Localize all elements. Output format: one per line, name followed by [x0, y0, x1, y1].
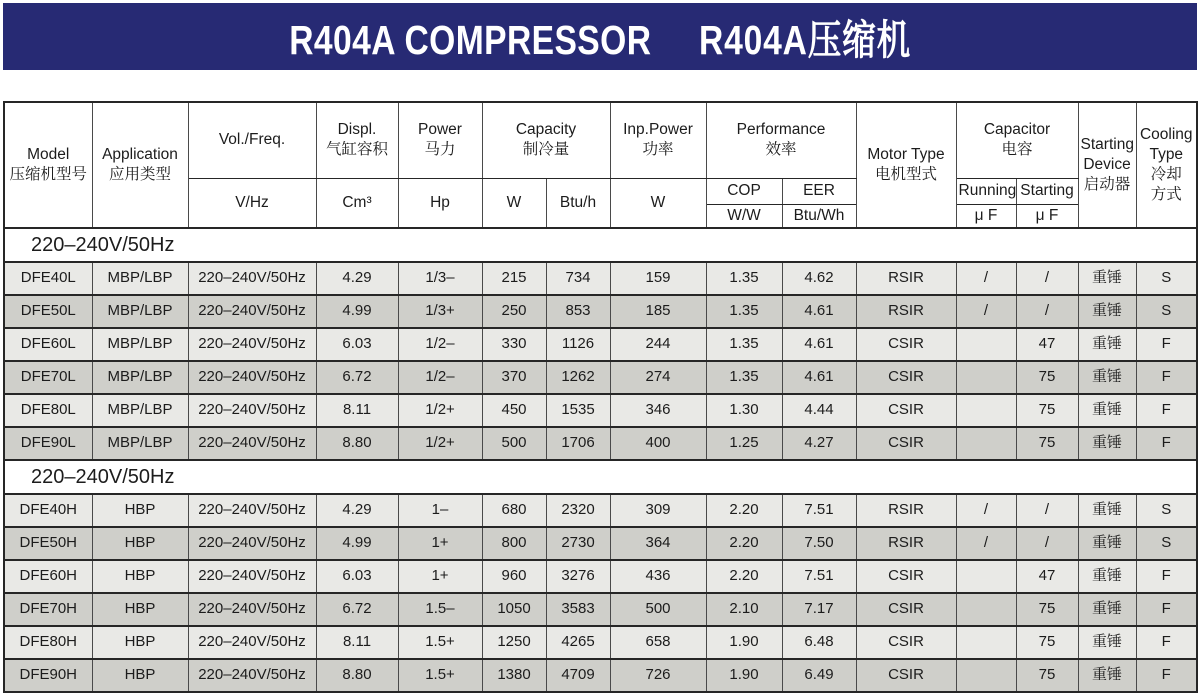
table-cell: 215 — [482, 262, 546, 295]
unit-capacity-btu: Btu/h — [546, 178, 610, 228]
unit-hp: Hp — [398, 178, 482, 228]
model-cell: DFE50L — [4, 295, 92, 328]
label: 电机型式 — [875, 165, 938, 183]
table-cell: 7.51 — [782, 494, 856, 527]
table-cell: 1.90 — [706, 659, 782, 692]
col-header-vol-freq — [188, 102, 316, 178]
table-cell: 4.29 — [316, 262, 398, 295]
table-cell: HBP — [92, 659, 188, 692]
model-cell: DFE60L — [4, 328, 92, 361]
table-cell: 1050 — [482, 593, 546, 626]
table-cell: 1706 — [546, 427, 610, 460]
table-cell: 220–240V/50Hz — [188, 361, 316, 394]
unit-v-hz: V/Hz — [188, 178, 316, 228]
table-cell: 220–240V/50Hz — [188, 328, 316, 361]
table-cell: 220–240V/50Hz — [188, 262, 316, 295]
table-cell: F — [1136, 626, 1197, 659]
table-cell: 274 — [610, 361, 706, 394]
table-row — [4, 394, 1197, 427]
table-cell: 47 — [1016, 328, 1078, 361]
table-cell: / — [956, 494, 1016, 527]
label: 制冷量 — [522, 141, 570, 159]
label: Model — [27, 145, 70, 163]
table-row — [4, 361, 1197, 394]
table-cell: F — [1136, 427, 1197, 460]
table-cell: 4.61 — [782, 295, 856, 328]
table-cell: 4709 — [546, 659, 610, 692]
table-cell: 1262 — [546, 361, 610, 394]
table-cell: MBP/LBP — [92, 328, 188, 361]
table-cell: HBP — [92, 494, 188, 527]
page-title-zh: R404A压缩机 — [698, 17, 911, 63]
table-cell: 重锤 — [1078, 626, 1136, 659]
model-cell: DFE80H — [4, 626, 92, 659]
table-cell: 4.62 — [782, 262, 856, 295]
table-cell: 220–240V/50Hz — [188, 659, 316, 692]
table-cell: 1/2– — [398, 361, 482, 394]
label: Displ. — [337, 121, 377, 139]
table-cell: HBP — [92, 560, 188, 593]
table-cell: 2.10 — [706, 593, 782, 626]
table-body — [4, 228, 1197, 692]
table-cell: 75 — [1016, 361, 1078, 394]
table-cell: 1380 — [482, 659, 546, 692]
table-cell: 853 — [546, 295, 610, 328]
table-cell: 4.61 — [782, 328, 856, 361]
col-header-displacement — [316, 102, 398, 178]
model-cell: DFE90H — [4, 659, 92, 692]
table-cell: S — [1136, 494, 1197, 527]
table-row — [4, 494, 1197, 527]
sub-header-starting: Starting — [1016, 178, 1078, 204]
table-cell: F — [1136, 593, 1197, 626]
page-title — [289, 7, 911, 66]
table-cell: 4.61 — [782, 361, 856, 394]
table-cell: 4.44 — [782, 394, 856, 427]
table-cell: 1.5– — [398, 593, 482, 626]
label: 电容 — [1001, 141, 1033, 159]
table-cell: 2730 — [546, 527, 610, 560]
label: Cooling — [1139, 125, 1193, 143]
table-cell: 75 — [1016, 626, 1078, 659]
table-cell: / — [1016, 494, 1078, 527]
section-row — [4, 460, 1197, 494]
label: Starting — [1080, 135, 1134, 153]
table-cell: / — [956, 527, 1016, 560]
table-row — [4, 626, 1197, 659]
table-row — [4, 262, 1197, 295]
table-cell: 1.35 — [706, 262, 782, 295]
table-cell: 220–240V/50Hz — [188, 494, 316, 527]
table-cell: 220–240V/50Hz — [188, 427, 316, 460]
table-cell: MBP/LBP — [92, 361, 188, 394]
table-cell: CSIR — [856, 394, 956, 427]
table-row — [4, 560, 1197, 593]
label: Performance — [736, 121, 826, 139]
label: 马力 — [424, 141, 456, 159]
table-cell: CSIR — [856, 328, 956, 361]
table-cell: 重锤 — [1078, 427, 1136, 460]
col-header-input-power — [610, 102, 706, 178]
table-cell: F — [1136, 659, 1197, 692]
table-cell: 7.51 — [782, 560, 856, 593]
table-cell: 450 — [482, 394, 546, 427]
model-cell: DFE60H — [4, 560, 92, 593]
table-cell: 6.48 — [782, 626, 856, 659]
compressor-spec-table — [3, 101, 1198, 693]
table-cell: F — [1136, 560, 1197, 593]
table-cell: 1/3+ — [398, 295, 482, 328]
table-row — [4, 295, 1197, 328]
table-row — [4, 659, 1197, 692]
table-cell: 重锤 — [1078, 659, 1136, 692]
table-cell: F — [1136, 328, 1197, 361]
label: Application — [102, 145, 178, 163]
table-cell: CSIR — [856, 427, 956, 460]
table-cell: 220–240V/50Hz — [188, 593, 316, 626]
table-cell: 重锤 — [1078, 361, 1136, 394]
table-cell: 220–240V/50Hz — [188, 527, 316, 560]
table-cell: 220–240V/50Hz — [188, 560, 316, 593]
table-row — [4, 593, 1197, 626]
table-cell: 重锤 — [1078, 527, 1136, 560]
table-cell: 2320 — [546, 494, 610, 527]
table-cell: CSIR — [856, 659, 956, 692]
table-cell: HBP — [92, 527, 188, 560]
table-cell: S — [1136, 262, 1197, 295]
section-row — [4, 228, 1197, 262]
table-cell: 1+ — [398, 527, 482, 560]
table-cell: 75 — [1016, 427, 1078, 460]
col-header-capacitor — [956, 102, 1078, 178]
table-cell: 1.5+ — [398, 659, 482, 692]
table-cell: 重锤 — [1078, 593, 1136, 626]
table-cell: / — [1016, 527, 1078, 560]
table-cell: F — [1136, 361, 1197, 394]
table-cell: 1/2– — [398, 328, 482, 361]
label: 功率 — [642, 141, 674, 159]
label: 启动器 — [1083, 175, 1131, 193]
table-cell: 159 — [610, 262, 706, 295]
label: 方式 — [1150, 185, 1182, 203]
table-cell: 658 — [610, 626, 706, 659]
table-cell — [956, 659, 1016, 692]
table-cell: 220–240V/50Hz — [188, 626, 316, 659]
table-cell: 6.03 — [316, 328, 398, 361]
table-cell: CSIR — [856, 626, 956, 659]
table-cell: F — [1136, 394, 1197, 427]
table-cell: 8.11 — [316, 626, 398, 659]
unit-eer-btuwh: Btu/Wh — [782, 204, 856, 228]
table-cell: 重锤 — [1078, 560, 1136, 593]
col-header-application — [92, 102, 188, 228]
unit-cm3: Cm³ — [316, 178, 398, 228]
table-row — [4, 328, 1197, 361]
label: Device — [1083, 155, 1131, 173]
section-label: 220–240V/50Hz — [4, 460, 1197, 494]
table-cell: CSIR — [856, 593, 956, 626]
table-cell: 重锤 — [1078, 394, 1136, 427]
model-cell: DFE70L — [4, 361, 92, 394]
label: Type — [1149, 145, 1184, 163]
table-cell — [956, 626, 1016, 659]
label: 气缸容积 — [325, 141, 388, 159]
unit-running-uf: μ F — [956, 204, 1016, 228]
table-cell: / — [1016, 262, 1078, 295]
table-cell: 75 — [1016, 659, 1078, 692]
table-cell — [956, 427, 1016, 460]
table-cell: 4.99 — [316, 527, 398, 560]
table-cell: 1– — [398, 494, 482, 527]
table-cell: MBP/LBP — [92, 427, 188, 460]
table-cell: S — [1136, 295, 1197, 328]
label: Motor Type — [867, 145, 945, 163]
table-cell: 重锤 — [1078, 328, 1136, 361]
table-cell: 1/3– — [398, 262, 482, 295]
table-cell: 1+ — [398, 560, 482, 593]
table-cell: 3276 — [546, 560, 610, 593]
label: 效率 — [765, 141, 797, 159]
table-cell: / — [956, 295, 1016, 328]
table-cell: 1126 — [546, 328, 610, 361]
table-cell: 6.49 — [782, 659, 856, 692]
table-cell: 1.90 — [706, 626, 782, 659]
table-cell — [956, 361, 1016, 394]
table-cell: 75 — [1016, 593, 1078, 626]
title-banner — [3, 3, 1197, 70]
table-cell: / — [1016, 295, 1078, 328]
col-header-power — [398, 102, 482, 178]
table-row — [4, 427, 1197, 460]
table-cell: 220–240V/50Hz — [188, 394, 316, 427]
table-cell: 2.20 — [706, 560, 782, 593]
table-header — [4, 102, 1197, 228]
table-cell: HBP — [92, 593, 188, 626]
label: 冷却 — [1150, 165, 1182, 183]
col-header-capacity — [482, 102, 610, 178]
table-cell: 309 — [610, 494, 706, 527]
table-cell: 6.72 — [316, 361, 398, 394]
sub-header-eer: EER — [782, 178, 856, 204]
table-cell: 6.72 — [316, 593, 398, 626]
table-cell: RSIR — [856, 295, 956, 328]
table-cell: RSIR — [856, 527, 956, 560]
table-cell — [956, 394, 1016, 427]
table-cell: 1.35 — [706, 328, 782, 361]
label: 压缩机型号 — [9, 165, 87, 183]
label: Inp.Power — [623, 121, 693, 139]
table-cell: 4.27 — [782, 427, 856, 460]
unit-input-w: W — [610, 178, 706, 228]
label: Power — [418, 121, 462, 139]
section-label: 220–240V/50Hz — [4, 228, 1197, 262]
table-cell: 800 — [482, 527, 546, 560]
table-cell: 4.99 — [316, 295, 398, 328]
table-cell: 734 — [546, 262, 610, 295]
table-cell: 3583 — [546, 593, 610, 626]
table-cell — [956, 328, 1016, 361]
table-cell: 680 — [482, 494, 546, 527]
table-cell: 75 — [1016, 394, 1078, 427]
table-cell: S — [1136, 527, 1197, 560]
table-cell: 436 — [610, 560, 706, 593]
table-cell: 220–240V/50Hz — [188, 295, 316, 328]
table-cell: 400 — [610, 427, 706, 460]
table-cell: 7.50 — [782, 527, 856, 560]
table-cell: 7.17 — [782, 593, 856, 626]
table-cell: CSIR — [856, 361, 956, 394]
table-cell: 47 — [1016, 560, 1078, 593]
table-cell: 4265 — [546, 626, 610, 659]
model-cell: DFE40L — [4, 262, 92, 295]
table-cell: RSIR — [856, 262, 956, 295]
table-cell: 250 — [482, 295, 546, 328]
table-cell: 244 — [610, 328, 706, 361]
table-cell: 346 — [610, 394, 706, 427]
table-cell: 8.11 — [316, 394, 398, 427]
header-row-main — [4, 102, 1197, 178]
table-cell: 500 — [610, 593, 706, 626]
model-cell: DFE40H — [4, 494, 92, 527]
table-cell: 1/2+ — [398, 427, 482, 460]
table-cell: 1.35 — [706, 361, 782, 394]
table-cell: 2.20 — [706, 494, 782, 527]
table-cell: 500 — [482, 427, 546, 460]
col-header-motor-type — [856, 102, 956, 228]
table-row — [4, 527, 1197, 560]
sub-header-running: Running — [956, 178, 1016, 204]
model-cell: DFE80L — [4, 394, 92, 427]
table-cell: 1.25 — [706, 427, 782, 460]
page-title-en: R404A COMPRESSOR — [289, 17, 652, 63]
table-cell: CSIR — [856, 560, 956, 593]
model-cell: DFE90L — [4, 427, 92, 460]
table-cell: 1.5+ — [398, 626, 482, 659]
table-cell: RSIR — [856, 494, 956, 527]
model-cell: DFE70H — [4, 593, 92, 626]
unit-starting-uf: μ F — [1016, 204, 1078, 228]
model-cell: DFE50H — [4, 527, 92, 560]
table-cell: 1535 — [546, 394, 610, 427]
table-cell: 185 — [610, 295, 706, 328]
table-cell: MBP/LBP — [92, 394, 188, 427]
unit-cop-ww: W/W — [706, 204, 782, 228]
table-cell: / — [956, 262, 1016, 295]
table-cell: HBP — [92, 626, 188, 659]
table-cell: 4.29 — [316, 494, 398, 527]
table-cell: 8.80 — [316, 659, 398, 692]
table-cell: 364 — [610, 527, 706, 560]
col-header-model — [4, 102, 92, 228]
table-cell: 370 — [482, 361, 546, 394]
table-cell: 重锤 — [1078, 295, 1136, 328]
label: Capacity — [515, 121, 577, 139]
col-header-cooling-type — [1136, 102, 1197, 228]
label: 应用类型 — [108, 165, 171, 183]
unit-capacity-w: W — [482, 178, 546, 228]
table-cell: 重锤 — [1078, 262, 1136, 295]
table-cell: 960 — [482, 560, 546, 593]
col-header-starting-device — [1078, 102, 1136, 228]
sub-header-cop: COP — [706, 178, 782, 204]
table-cell: 2.20 — [706, 527, 782, 560]
col-header-performance — [706, 102, 856, 178]
table-cell: 1.30 — [706, 394, 782, 427]
table-cell — [956, 593, 1016, 626]
table-cell: 1/2+ — [398, 394, 482, 427]
label: Vol./Freq. — [218, 131, 286, 149]
table-cell — [956, 560, 1016, 593]
table-cell: 8.80 — [316, 427, 398, 460]
table-cell: 6.03 — [316, 560, 398, 593]
label: Capacitor — [983, 121, 1051, 139]
table-cell: 重锤 — [1078, 494, 1136, 527]
table-cell: MBP/LBP — [92, 295, 188, 328]
table-cell: 330 — [482, 328, 546, 361]
table-cell: 726 — [610, 659, 706, 692]
table-cell: 1250 — [482, 626, 546, 659]
table-cell: MBP/LBP — [92, 262, 188, 295]
table-cell: 1.35 — [706, 295, 782, 328]
